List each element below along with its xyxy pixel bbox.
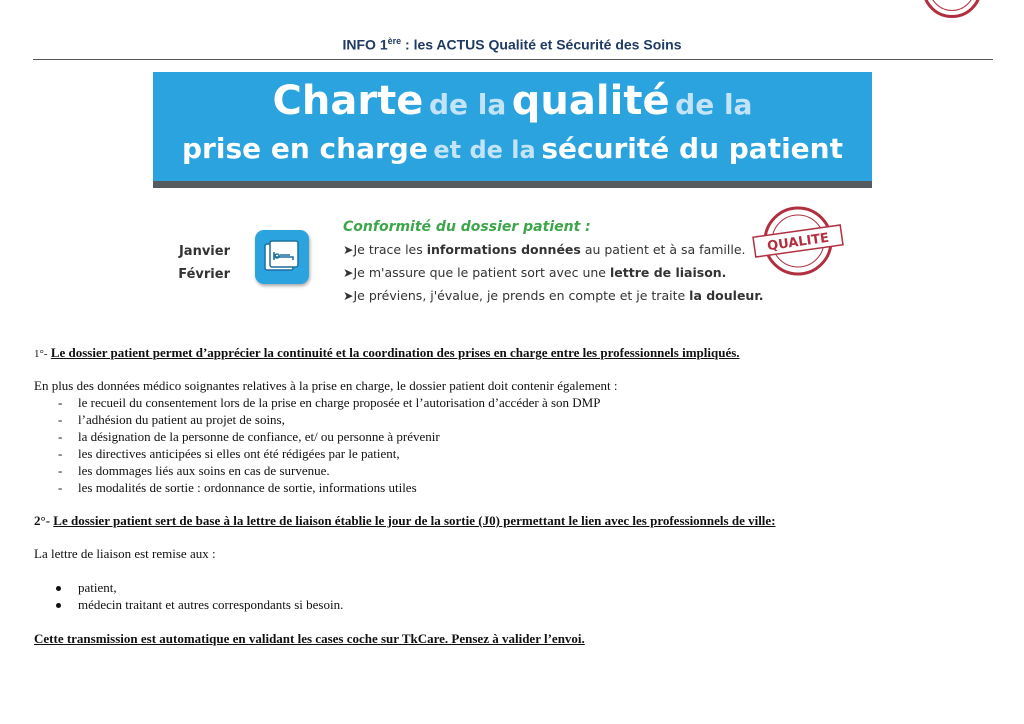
conformite-item: ➤Je préviens, j'évalue, je prends en compte et je traite la douleur. — [343, 288, 764, 303]
svg-text:QUALITE: QUALITE — [766, 230, 831, 255]
conformite-item: ➤Je trace les informations données au patient et à sa famille. — [343, 242, 746, 257]
month-label: Janvier — [178, 244, 230, 259]
section-2-intro: La lettre de liaison est remise aux : — [34, 546, 216, 561]
conformite-title: Conformité du dossier patient : — [343, 219, 591, 235]
banner-line-2: prise en charge et de la sécurité du patient — [182, 132, 843, 165]
section-1-title: 1°- Le dossier patient permet d’apprécier la continuité et la coordination des prises en charge entre les professionnels impliqués. — [34, 345, 740, 360]
section-1-intro: En plus des données médico soignantes relatives à la prise en charge, le dossier patient doit contenir également : — [34, 378, 618, 393]
conformite-item: ➤Je m'assure que le patient sort avec une lettre de liaison. — [343, 265, 727, 280]
section-2-title: 2°- Le dossier patient sert de base à la lettre de liaison établie le jour de la sortie (J0) permettant le lien avec les professionnels de ville: — [34, 513, 776, 528]
closing-note: Cette transmission est automatique en validant les cases coche sur TkCare. Pensez à valider l’envoi. — [34, 631, 585, 646]
banner-line-1: Charte de la qualité de la — [272, 78, 753, 124]
qualite-stamp-logo — [752, 205, 844, 277]
month-labels — [170, 240, 230, 286]
page-header: INFO 1ère : les ACTUS Qualité et Sécurité des Soins — [342, 36, 682, 53]
patient-file-icon — [255, 230, 309, 284]
charte-banner — [153, 72, 872, 181]
month-label: Février — [178, 267, 230, 282]
header-divider — [33, 59, 993, 60]
corner-stamp-logo — [918, 0, 988, 22]
banner-shadow — [153, 181, 872, 188]
